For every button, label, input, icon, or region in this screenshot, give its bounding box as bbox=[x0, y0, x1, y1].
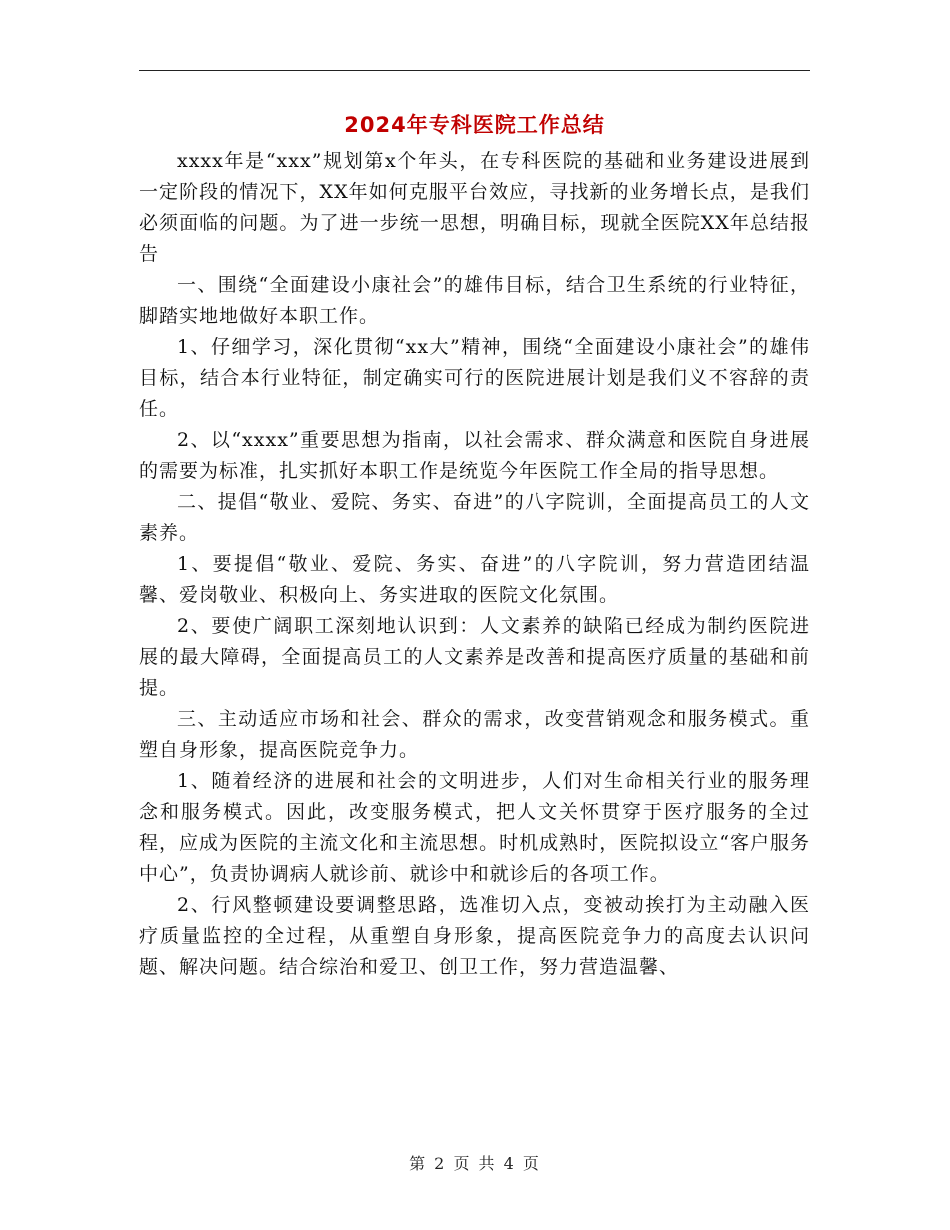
paragraph-1-1: 1、仔细学习，深化贯彻“xx大”精神，围绕“全面建设小康社会”的雄伟目标，结合本行业特征，制定确实可行的医院进展计划是我们义不容辞的责任。 bbox=[139, 336, 810, 420]
paragraph-intro: xxxx年是“xxx”规划第x个年头，在专科医院的基础和业务建设进展到一定阶段的情况下，XX年如何克服平台效应，寻找新的业务增长点，是我们必须面临的问题。为了进一步统一思想，明确目标，现就全医院XX年总结报告 bbox=[139, 150, 810, 265]
paragraph-1-2: 2、以“xxxx”重要思想为指南，以社会需求、群众满意和医院自身进展的需要为标准，扎实抓好本职工作是统览今年医院工作全局的指导思想。 bbox=[139, 429, 810, 482]
paragraph-3-2: 2、行风整顿建设要调整思路，选准切入点，变被动挨打为主动融入医疗质量监控的全过程，从重塑自身形象，提高医院竞争力的高度去认识问题、解决问题。结合综治和爱卫、创卫工作，努力营造温馨、 bbox=[139, 894, 810, 978]
section-heading-2: 二、提倡“敬业、爱院、务实、奋进”的八字院训，全面提高员工的人文素养。 bbox=[139, 491, 810, 544]
page-footer: 第 2 页 共 4 页 bbox=[409, 1154, 541, 1173]
paragraph-2-2: 2、要使广阔职工深刻地认识到：人文素养的缺陷已经成为制约医院进展的最大障碍，全面提高员工的人文素养是改善和提高医疗质量的基础和前提。 bbox=[139, 615, 810, 699]
document-body bbox=[139, 146, 810, 983]
paragraph-3-1: 1、随着经济的进展和社会的文明进步，人们对生命相关行业的服务理念和服务模式。因此，改变服务模式，把人文关怀贯穿于医疗服务的全过程，应成为医院的主流文化和主流思想。时机成熟时，医院拟设立“客户服务中心”，负责协调病人就诊前、就诊中和就诊后的各项工作。 bbox=[139, 770, 810, 885]
section-heading-3: 三、主动适应市场和社会、群众的需求，改变营销观念和服务模式。重塑自身形象，提高医院竞争力。 bbox=[139, 708, 810, 761]
header-rule bbox=[139, 70, 810, 71]
section-heading-1: 一、围绕“全面建设小康社会”的雄伟目标，结合卫生系统的行业特征，脚踏实地地做好本职工作。 bbox=[139, 274, 810, 327]
paragraph-2-1: 1、要提倡“敬业、爱院、务实、奋进”的八字院训，努力营造团结温馨、爱岗敬业、积极向上、务实进取的医院文化氛围。 bbox=[139, 553, 810, 606]
document-title: 2024年专科医院工作总结 bbox=[344, 113, 605, 137]
